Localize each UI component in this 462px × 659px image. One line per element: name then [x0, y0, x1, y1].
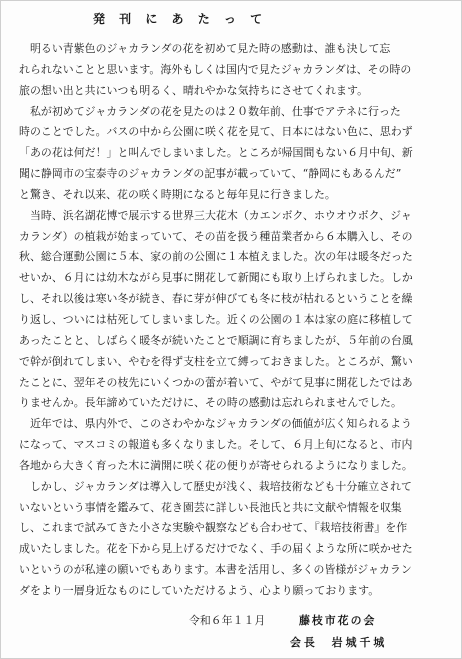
text-line: と驚き、それ以来、花の咲く時期になると毎年見に行きました。	[19, 187, 336, 201]
text-line: 私が初めてジャカランダの花を見たのは２０数年前、仕事でアテネに行った	[19, 104, 401, 118]
text-line: 聞に静岡市の宝泰寺のジャカランダの記事が載っていて、“静岡にもあるんだ”	[19, 167, 402, 181]
text-line: しかし、ジャカランダは導入して歴史が浅く、栽培技術なども十分確立されて	[19, 479, 412, 493]
text-line: ダをより一層身近なものにしていただけるよう、心より願っております。	[19, 583, 380, 597]
text-line: で幹が倒れてしまい、やむを得ず支柱を立て縛っておきました。ところが、驚い	[19, 354, 413, 368]
text-line: れられないことと思います。海外もしくは国内で見たジャカランダは、その時の	[19, 62, 412, 76]
text-line: 成いたしました。花を下から見上げるだけでなく、手の届くような所に咲かせた	[19, 542, 413, 556]
signature-organization: 藤枝市花の会	[299, 614, 377, 627]
text-line: り返し、ついには枯死してしまいました。近くの公園の１本は家の庭に移植して	[19, 312, 413, 326]
text-line: 「あの花は何だ！」と叫んでしまいました。ところが帰国間もない６月中旬、新	[19, 146, 413, 160]
text-line: 時のことでした。バスの中から公園に咲く花を見て、日本にはない色に、思わず	[19, 125, 413, 139]
text-line: いというのが私達の願いでもあります。本書を活用し、多くの皆様がジャカラン	[19, 563, 412, 577]
document-body	[19, 39, 447, 602]
text-line: 明るい青紫色のジャカランダの花を初めて見た時の感動は、誰も決して忘	[19, 42, 391, 55]
signature-date: 令和６年１１月	[189, 614, 266, 627]
text-line: りませんか。長年諦めていただけに、その時の感動は忘れられませんでした。	[19, 396, 402, 410]
text-line: し、それ以後は寒い冬が続き、春に芽が伸びても冬に枝が枯れるということを繰	[19, 292, 413, 306]
text-line: 各地から大きく育った木に満開に咲く花の便りが寄せられるようになりました。	[19, 458, 413, 472]
text-line: 近年では、県内外で、このさわやかなジャカランダの価値が広く知られるよう	[19, 417, 412, 431]
text-line: 旅の想い出と共にいつも明るく、晴れやかな気持ちにさせてくれます。	[19, 83, 369, 97]
text-line: たことに、翌年その枝先にいくつかの蕾が着いて、やがて見事に開花したではあ	[19, 375, 413, 389]
page-title: 発 刊 に あ た っ て	[93, 12, 268, 26]
text-line: いないという事情を鑑みて、花き園芸に詳しい長池氏と共に文献や情報を収集	[19, 500, 402, 514]
signature-role-name: 会長 岩城千城	[290, 636, 388, 649]
text-line: し、これまで試みてきた小さな実験や観察なども合わせて、『栽培技術書』を作	[19, 521, 408, 535]
text-line: になって、マスコミの報道も多くなりました。そして、６月上旬になると、市内	[19, 438, 413, 452]
text-line: あったことと、しばらく暖冬が続いたことで順調に育ちましたが、５年前の台風	[19, 333, 413, 347]
text-line: 秋、総合運動公園に５本、家の前の公園に１本植えました。次の年は暖冬だった	[19, 250, 413, 264]
text-line: せいか、６月には幼木ながら見事に開花して新聞にも取り上げられました。しか	[19, 271, 413, 285]
text-line: 当時、浜名湖花博で展示する世界三大花木（カエンボク、ホウオウボク、ジャ	[19, 208, 412, 222]
text-line: カランダ）の植栽が始まっていて、その苗を扱う種苗業者から６本購入し、その	[19, 229, 413, 243]
